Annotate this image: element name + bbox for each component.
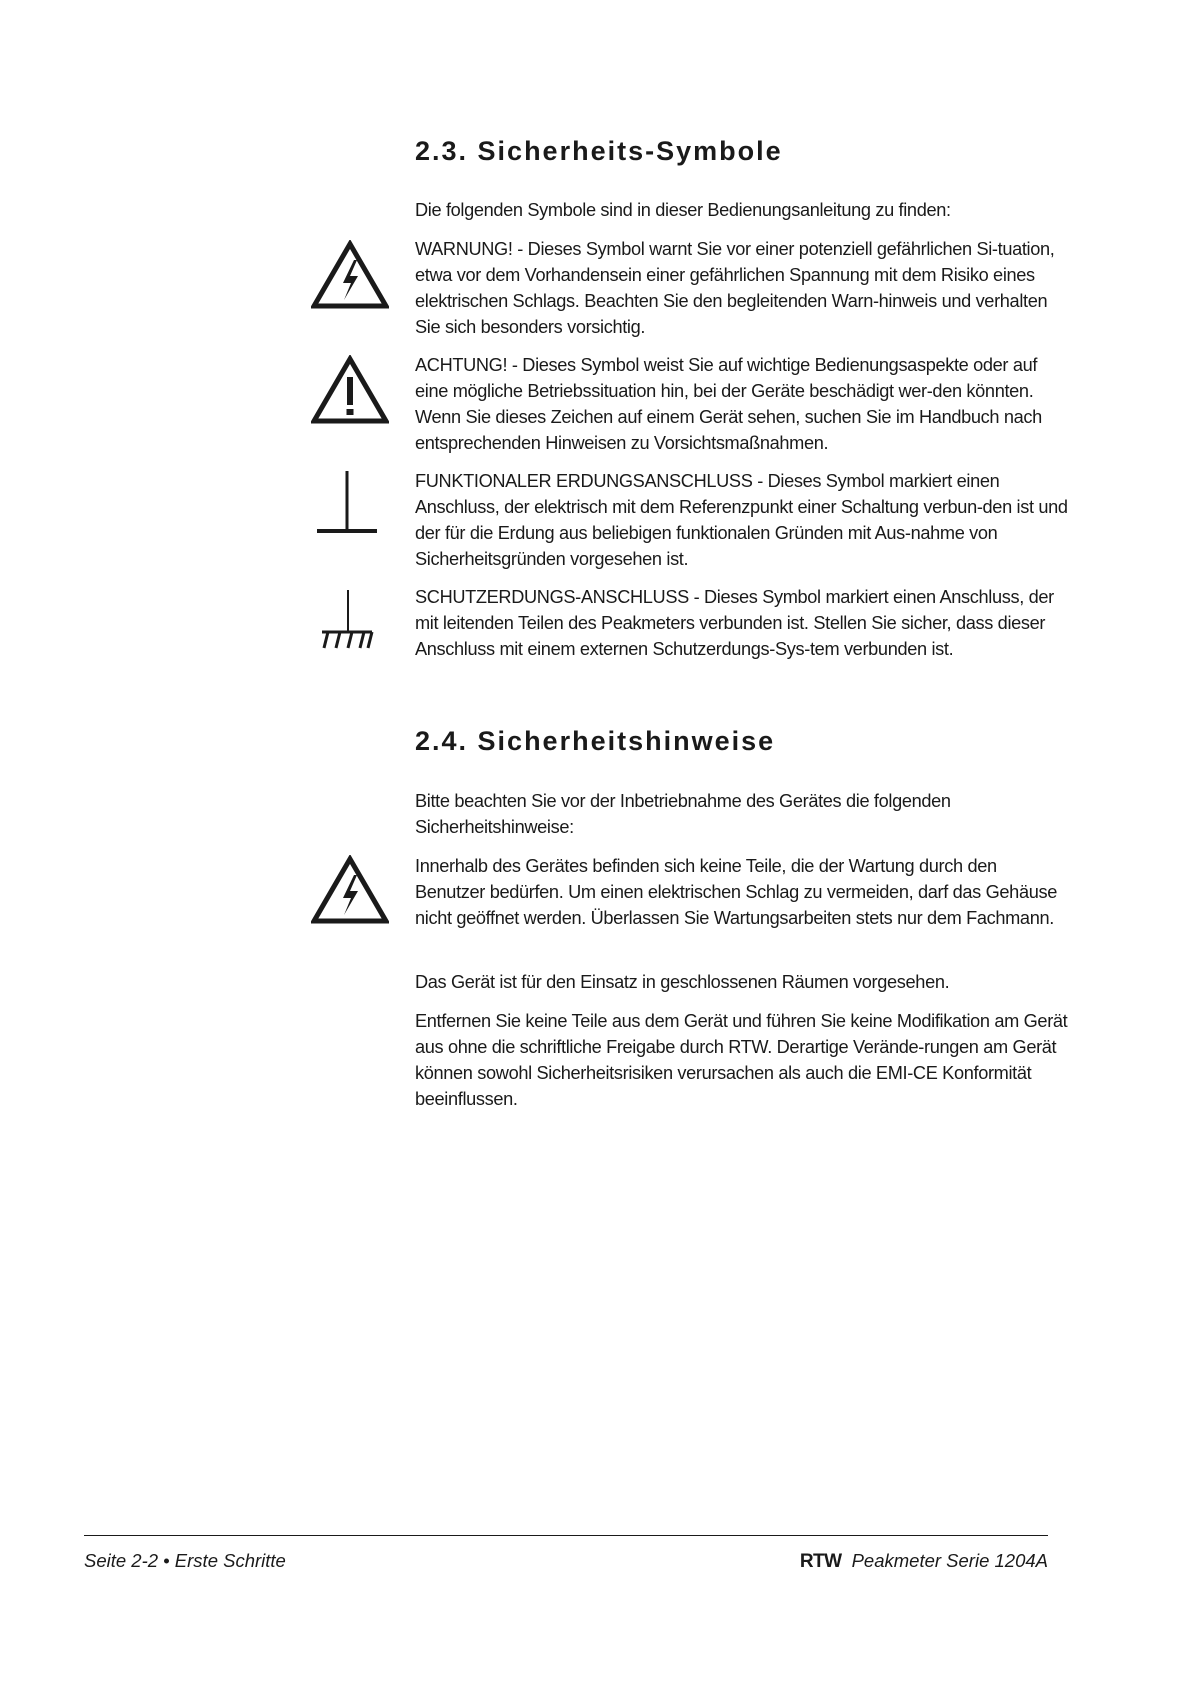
brand-logo: RTW [799, 1551, 842, 1572]
section-intro-2-4: Bitte beachten Sie vor der Inbetriebnahme des Gerätes die folgenden Sicherheitshinweise: [415, 791, 951, 837]
footer-product-name: Peakmeter Serie 1204A [851, 1550, 1048, 1571]
footer-divider [84, 1535, 1048, 1536]
footer-product-label [800, 1550, 1048, 1573]
safety-paragraph-3: Entfernen Sie keine Teile aus dem Gerät und führen Sie keine Modifikation am Gerät aus ohne die schriftliche Freigabe durch RTW. Derartige Verände-rungen am Gerät können sowohl Sicherheitsrisiken verursachen als auch die EMI-CE Konformität beeinflussen. [415, 1011, 1068, 1109]
symbol-description-functional-earth: FUNKTIONALER ERDUNGSANSCHLUSS - Dieses Symbol markiert einen Anschluss, der elektrisch mit dem Referenzpunkt einer Schaltung verbun-den ist und der für die Erdung aus beliebigen funktionalen Gründen mit Aus-nahme von Sicherheitsgründen vorgesehen ist. [415, 471, 1068, 569]
protective-earth-icon [316, 588, 376, 654]
caution-exclamation-icon [311, 355, 389, 425]
safety-paragraph-2: Das Gerät ist für den Einsatz in geschlossenen Räumen vorgesehen. [415, 972, 950, 992]
functional-earth-icon [314, 469, 380, 539]
section-title-2-3: 2.3. Sicherheits-Symbole [415, 136, 783, 166]
section-intro-2-3: Die folgenden Symbole sind in dieser Bedienungsanleitung zu finden: [415, 200, 951, 220]
footer-page-label: Seite 2-2 • Erste Schritte [84, 1550, 286, 1571]
symbol-description-caution: ACHTUNG! - Dieses Symbol weist Sie auf wichtige Bedienungsaspekte oder auf eine mögliche Betriebssituation hin, bei der Geräte beschädigt wer-den könnten. Wenn Sie dieses Zeichen auf einem Gerät sehen, suchen Sie im Handbuch nach entsprechenden Hinweisen zu Vorsichtsmaßnahmen. [415, 355, 1042, 453]
high-voltage-warning-icon [311, 855, 389, 925]
section-title-2-4: 2.4. Sicherheitshinweise [415, 726, 776, 756]
symbol-description-protective-earth: SCHUTZERDUNGS-ANSCHLUSS - Dieses Symbol markiert einen Anschluss, der mit leitenden Teilen des Peakmeters verbunden ist. Stellen Sie sicher, dass dieser Anschluss mit einem externen Schutzerdungs-Sys-tem verbunden ist. [415, 587, 1054, 659]
high-voltage-warning-icon [311, 240, 389, 310]
safety-paragraph-1: Innerhalb des Gerätes befinden sich keine Teile, die der Wartung durch den Benutzer bedürfen. Um einen elektrischen Schlag zu vermeiden, darf das Gehäuse nicht geöffnet werden. Überlassen Sie Wartungsarbeiten stets nur dem Fachmann. [415, 856, 1057, 928]
symbol-description-warning: WARNUNG! - Dieses Symbol warnt Sie vor einer potenziell gefährlichen Si-tuation, etwa vor dem Vorhandensein einer gefährlichen Spannung mit dem Risiko eines elektrischen Schlags. Beachten Sie den begleitenden Warn-hinweis und verhalten Sie sich besonders vorsichtig. [415, 239, 1055, 337]
